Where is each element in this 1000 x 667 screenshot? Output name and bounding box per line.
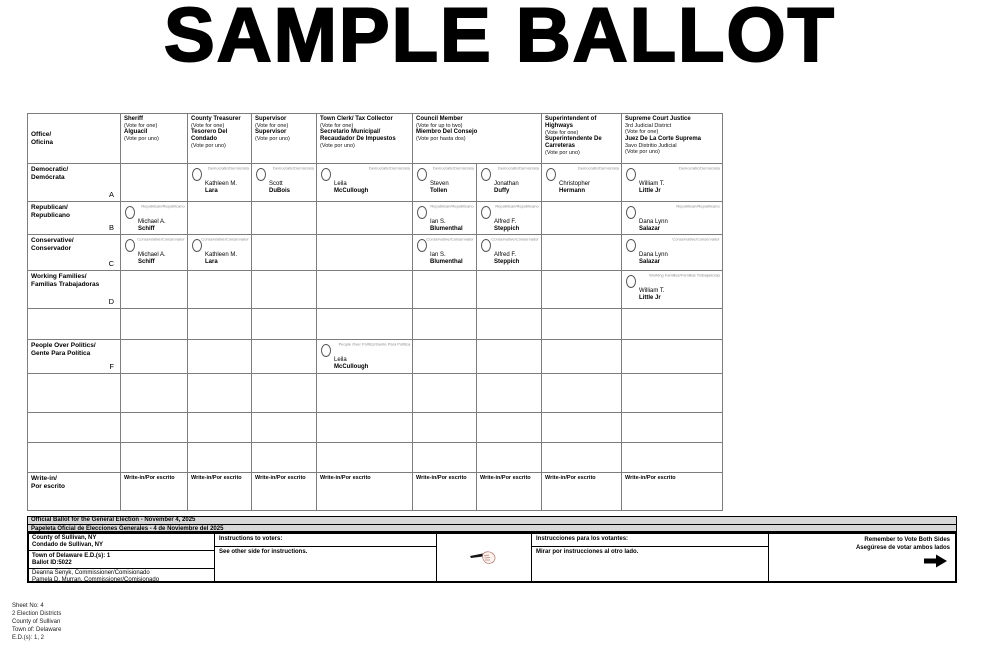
candidate-cell [252, 340, 317, 374]
party-label-cell-b [28, 202, 121, 235]
candidate-cell [542, 340, 622, 374]
candidate-cell [477, 340, 542, 374]
vote-oval[interactable] [481, 206, 491, 219]
party-label-cell-c [28, 235, 121, 271]
candidate-cell [317, 271, 413, 309]
candidate-first-name: Ian S. [430, 219, 446, 225]
ballot-info-box [27, 532, 957, 583]
ballot-row [28, 473, 723, 511]
office-header-supreme-court-justice [622, 114, 723, 164]
party-name-line: Familias Trabajadoras [31, 280, 100, 288]
candidate-first-name: Jonathan [494, 181, 519, 187]
candidate-cell [252, 443, 317, 473]
candidate-cell [622, 271, 723, 309]
office-header-line: Supervisor [255, 129, 287, 136]
candidate-cell [121, 202, 188, 235]
office-corner-line: Oficina [31, 138, 54, 146]
candidate-cell [477, 164, 542, 202]
write-in-cell[interactable] [252, 473, 317, 511]
candidate-cell [252, 235, 317, 271]
candidate-cell [121, 309, 188, 340]
candidate-cell [477, 271, 542, 309]
candidate-first-name: Michael A. [138, 219, 166, 225]
vote-oval[interactable] [125, 239, 135, 252]
office-header-line: (Vote por hasta dos) [416, 136, 466, 143]
candidate-cell [542, 309, 622, 340]
candidate-cell [477, 413, 542, 443]
office-corner-cell [28, 114, 121, 164]
commissioner-2: Pamela D. Murran, Commissioner/Comisionado [32, 577, 160, 584]
candidate-cell [317, 443, 413, 473]
candidate-last-name: Tollen [430, 188, 448, 195]
candidate-cell [477, 309, 542, 340]
candidate-first-name: Christopher [559, 181, 591, 187]
party-oval-label: Conservative/Conservador [137, 237, 185, 242]
party-oval-label: Republican/Republicano [141, 204, 185, 209]
write-in-cell-label: Write-in/Por escrito [545, 475, 596, 481]
candidate-cell [477, 202, 542, 235]
candidate-last-name: Lara [205, 188, 218, 195]
party-oval-label: Democratic/Demócrata [369, 166, 410, 171]
vote-oval[interactable] [626, 168, 636, 181]
county-block [29, 534, 214, 551]
party-oval-label: Democratic/Demócrata [208, 166, 249, 171]
candidate-first-name: Scott [269, 181, 283, 187]
ballot-row [28, 271, 723, 309]
candidate-last-name: Blumenthal [430, 226, 463, 233]
candidate-first-name: Alfred F. [494, 219, 517, 225]
office-header-line: (Vote for one) [124, 122, 158, 129]
party-oval-label: Conservative/Conservador [672, 237, 720, 242]
write-in-cell[interactable] [188, 473, 252, 511]
ballot-row [28, 374, 723, 413]
office-header-line: County Treasurer [191, 116, 241, 122]
ballot-row [28, 235, 723, 271]
write-in-cell[interactable] [317, 473, 413, 511]
reminder-line-es: Asegúrese de votar ambos lados [855, 544, 950, 551]
office-header-sheriff [121, 114, 188, 164]
candidate-cell [188, 340, 252, 374]
row-letter: D [108, 297, 114, 306]
candidate-name [138, 219, 166, 233]
office-header-superintendent-of-highways [542, 114, 622, 164]
office-header-line: Sheriff [124, 116, 144, 122]
candidate-last-name: Schiff [138, 259, 155, 266]
candidate-cell [413, 443, 477, 473]
candidate-cell [413, 413, 477, 443]
candidate-first-name: Steven [430, 181, 449, 187]
candidate-last-name: DuBois [269, 188, 290, 195]
official-ballot-line-es: Papeleta Oficial de Elecciones Generales - 4 de Noviembre del 2025 [31, 526, 224, 532]
candidate-cell [188, 164, 252, 202]
party-name-line: Demócrata [31, 173, 65, 181]
office-header-line: Supreme Court Justice [625, 116, 691, 122]
candidate-cell [188, 202, 252, 235]
candidate-name [494, 181, 519, 195]
county-name-es: Condado de Sullivan, NY [32, 542, 104, 549]
vote-oval[interactable] [626, 206, 636, 219]
party-oval-label: Democratic/Demócrata [433, 166, 474, 171]
party-oval-label: Democratic/Demócrata [679, 166, 720, 171]
party-oval-label: People Over Politics/Gente Para Politica [338, 342, 410, 347]
ballot-row [28, 164, 723, 202]
vote-oval[interactable] [626, 275, 636, 288]
candidate-last-name: Schiff [138, 226, 155, 233]
office-header-town-clerk-tax-collector [317, 114, 413, 164]
write-in-cell-label: Write-in/Por escrito [191, 475, 242, 481]
write-in-label-line: Write-in/ [31, 475, 57, 482]
jurisdiction-info-cell [29, 534, 215, 584]
candidate-cell [542, 374, 622, 413]
party-oval-label: Democratic/Demócrata [498, 166, 539, 171]
write-in-cell-label: Write-in/Por escrito [480, 475, 531, 481]
sheet-info [12, 602, 61, 642]
party-oval-label: Conservative/Conservador [201, 237, 249, 242]
candidate-cell [477, 374, 542, 413]
candidate-last-name: Duffy [494, 188, 510, 195]
ballot-row [28, 340, 723, 374]
party-oval-label: Republican/Republicano [430, 204, 474, 209]
candidate-name [430, 252, 463, 266]
candidate-cell [622, 413, 723, 443]
office-header-line: (Vote por uno) [255, 136, 290, 143]
vote-oval[interactable] [481, 239, 491, 252]
ballot-row [28, 202, 723, 235]
candidate-first-name: Dana Lynn [639, 252, 668, 258]
office-header-county-treasurer [188, 114, 252, 164]
party-label-cell-d [28, 271, 121, 309]
hand-with-pen-icon [469, 550, 499, 566]
candidate-cell [121, 164, 188, 202]
candidate-cell [542, 235, 622, 271]
candidate-cell [413, 235, 477, 271]
candidate-cell [188, 235, 252, 271]
candidate-name [639, 252, 668, 266]
reminder-line-en: Remember to Vote Both Sides [864, 537, 950, 543]
candidate-cell [622, 164, 723, 202]
party-name-line: Republicano [31, 211, 71, 219]
office-header-line: Secretario Municipal/ Recaudador De Impuestos [320, 129, 396, 143]
office-header-line: Council Member [416, 116, 463, 122]
office-header-line: 3avo Distritio Judicial [625, 142, 677, 149]
office-header-line: (Vote for one) [545, 129, 579, 136]
instructions-es-body: Mirar por instrucciones al otro lado. [536, 549, 639, 555]
candidate-first-name: Leila [334, 357, 347, 363]
write-in-cell[interactable] [622, 473, 723, 511]
candidate-cell [121, 271, 188, 309]
town-ed: Town of Delaware E.D.(s): 1 [32, 553, 111, 559]
write-in-cell[interactable] [413, 473, 477, 511]
office-header-line: (Vote for one) [255, 122, 289, 129]
candidate-name [494, 219, 519, 233]
write-in-cell-label: Write-in/Por escrito [320, 475, 371, 481]
office-header-line: Miembro Del Consejo [416, 129, 478, 136]
candidate-first-name: Ian S. [430, 252, 446, 258]
candidate-cell [188, 374, 252, 413]
office-header-line: Tesorero Del Condado [191, 129, 228, 143]
office-header-line: (Vote for one) [191, 122, 225, 129]
candidate-name [430, 219, 463, 233]
candidate-cell [622, 202, 723, 235]
vote-oval[interactable] [417, 206, 427, 219]
candidate-first-name: Michael A. [138, 252, 166, 258]
candidate-cell [317, 235, 413, 271]
candidate-cell [622, 443, 723, 473]
party-name-line: Gente Para Política [31, 349, 91, 357]
party-oval-label: Republican/Republicano [495, 204, 539, 209]
commissioner-1: Deanna Senyk, Commissioner/Comisionado [32, 570, 150, 577]
party-oval-label: Working Families/Familias Trabajadoras [648, 273, 720, 278]
write-in-row-label [28, 473, 121, 511]
party-label-cell [28, 413, 121, 443]
candidate-name [559, 181, 590, 195]
party-oval-label: Conservative/Conservador [491, 237, 539, 242]
candidate-name [269, 181, 290, 195]
ballot-table [27, 113, 723, 511]
right-arrow-icon [924, 554, 948, 568]
candidate-cell [413, 374, 477, 413]
row-letter: A [108, 190, 114, 199]
candidate-first-name: Leila [334, 181, 347, 187]
candidate-cell [413, 309, 477, 340]
party-label-cell [28, 309, 121, 340]
candidate-name [494, 252, 519, 266]
candidate-last-name: Lara [205, 259, 218, 266]
candidate-cell [477, 443, 542, 473]
candidate-first-name: Kathleen M. [205, 181, 238, 187]
office-header-line: (Vote por uno) [625, 149, 660, 156]
office-header-line: (Vote por uno) [320, 143, 355, 150]
candidate-first-name: Dana Lynn [639, 219, 668, 225]
candidate-cell [413, 164, 477, 202]
office-header-line: (Vote por uno) [124, 136, 159, 143]
election-districts: 2 Election Districts [12, 611, 62, 618]
candidate-last-name: Steppich [494, 259, 520, 266]
party-name-line: Republican/ [31, 204, 68, 211]
office-header-line: (Vote for one) [625, 129, 659, 136]
candidate-cell [413, 271, 477, 309]
candidate-first-name: William T. [639, 288, 665, 294]
candidate-cell [188, 271, 252, 309]
candidate-cell [188, 443, 252, 473]
candidate-name [205, 181, 237, 195]
party-oval-label: Democratic/Demócrata [273, 166, 314, 171]
office-header-line: (Vote por uno) [545, 150, 580, 157]
candidate-name [639, 288, 665, 302]
candidate-name [138, 252, 166, 266]
party-name-line: Conservative/ [31, 237, 74, 244]
instructions-en-header: Instructions to voters: [215, 534, 436, 547]
candidate-last-name: Steppich [494, 226, 520, 233]
candidate-name [205, 252, 237, 266]
instructions-en-body: See other side for instructions. [219, 549, 308, 555]
candidate-last-name: McCullough [334, 188, 369, 195]
party-label-cell-f [28, 340, 121, 374]
candidate-name [334, 181, 368, 195]
party-oval-label: Democratic/Demócrata [578, 166, 619, 171]
candidate-cell [121, 374, 188, 413]
vote-oval[interactable] [256, 168, 266, 181]
vote-oval[interactable] [192, 168, 202, 181]
office-header-line: Town Clerk/ Tax Collector [320, 116, 393, 122]
footer-town: Town of: Delaware [12, 627, 62, 634]
candidate-last-name: McCullough [334, 364, 369, 371]
party-name-line: Conservador [31, 244, 72, 252]
write-in-cell-label: Write-in/Por escrito [255, 475, 306, 481]
office-header-line: (Vote for one) [320, 122, 354, 129]
candidate-cell [542, 413, 622, 443]
candidate-cell [622, 309, 723, 340]
candidate-cell [317, 374, 413, 413]
write-in-cell-label: Write-in/Por escrito [625, 475, 676, 481]
office-header-line: (Vote for up to two) [416, 122, 463, 129]
party-label-cell [28, 443, 121, 473]
candidate-last-name: Salazar [639, 226, 661, 233]
ballot-row [28, 443, 723, 473]
candidate-last-name: Salazar [639, 259, 661, 266]
party-name-line: People Over Politics/ [31, 342, 96, 349]
ballot-row [28, 309, 723, 340]
candidate-name [334, 357, 368, 371]
candidate-cell [317, 340, 413, 374]
instructions-es-header: Instrucciones para los votantes: [532, 534, 768, 547]
vote-oval[interactable] [321, 344, 331, 357]
candidate-name [430, 181, 449, 195]
vote-both-sides-cell [769, 534, 955, 581]
vote-oval[interactable] [546, 168, 556, 181]
marking-icon-cell [437, 534, 532, 581]
vote-oval[interactable] [626, 239, 636, 252]
footer-ed: E.D.(s): 1, 2 [12, 635, 45, 642]
candidate-first-name: William T. [639, 181, 665, 187]
candidate-cell [317, 164, 413, 202]
instructions-es-cell [532, 534, 769, 581]
write-in-cell[interactable] [542, 473, 622, 511]
candidate-last-name: Little Jr [639, 295, 661, 302]
office-corner-line: Office/ [31, 130, 52, 138]
candidate-cell [542, 164, 622, 202]
office-header-line: (Vote por uno) [191, 143, 226, 150]
candidate-cell [413, 340, 477, 374]
official-ballot-banner [27, 516, 957, 532]
ballot-id: Ballot ID:5022 [32, 560, 72, 567]
candidate-cell [121, 340, 188, 374]
office-header-line: Supervisor [255, 116, 287, 122]
candidate-cell [252, 164, 317, 202]
footer-county: County of Sullivan [12, 619, 61, 626]
office-header-line: 3rd Judicial District [625, 122, 672, 129]
party-oval-label: Republican/Republicano [676, 204, 720, 209]
candidate-last-name: Hermann [559, 188, 586, 195]
candidate-cell [317, 202, 413, 235]
office-header-line: Juez De La Corte Suprema [625, 135, 702, 142]
candidate-cell [252, 309, 317, 340]
candidate-cell [188, 309, 252, 340]
write-in-cell[interactable] [477, 473, 542, 511]
ballot-row [28, 413, 723, 443]
party-oval-label: Conservative/Conservador [426, 237, 474, 242]
vote-oval[interactable] [417, 168, 427, 181]
candidate-cell [622, 374, 723, 413]
candidate-cell [317, 413, 413, 443]
write-in-cell[interactable] [121, 473, 188, 511]
candidate-cell [622, 235, 723, 271]
party-label-cell [28, 374, 121, 413]
candidate-first-name: Alfred F. [494, 252, 517, 258]
candidate-cell [252, 271, 317, 309]
office-header-line: Superintendent of Highways [545, 116, 597, 129]
candidate-name [639, 219, 668, 233]
candidate-cell [252, 202, 317, 235]
official-ballot-line-en: Official Ballot for the General Election - November 4, 2025 [28, 517, 956, 525]
candidate-cell [252, 374, 317, 413]
office-header-supervisor [252, 114, 317, 164]
office-header-line: Superintendente De Carreteras [545, 136, 602, 150]
page-title: SAMPLE BALLOT [164, 0, 836, 78]
commissioners-block [29, 569, 214, 585]
candidate-cell [413, 202, 477, 235]
vote-oval[interactable] [321, 168, 331, 181]
county-name-en: County of Sullivan, NY [32, 535, 97, 541]
write-in-cell-label: Write-in/Por escrito [124, 475, 175, 481]
candidate-cell [317, 309, 413, 340]
candidate-cell [188, 413, 252, 443]
party-name-line: Democratic/ [31, 166, 69, 173]
write-in-cell-label: Write-in/Por escrito [416, 475, 467, 481]
candidate-cell [477, 235, 542, 271]
candidate-cell [542, 202, 622, 235]
candidate-name [639, 181, 665, 195]
candidate-cell [542, 271, 622, 309]
row-letter: B [108, 223, 114, 232]
ballot-row [28, 114, 723, 164]
candidate-cell [622, 340, 723, 374]
candidate-first-name: Kathleen M. [205, 252, 238, 258]
row-letter: C [108, 259, 114, 268]
candidate-cell [252, 413, 317, 443]
town-block [29, 551, 214, 569]
office-header-line: Alguacil [124, 129, 148, 136]
office-header-council-member [413, 114, 542, 164]
instructions-en-cell [215, 534, 437, 581]
row-letter: F [109, 362, 114, 371]
candidate-cell [121, 443, 188, 473]
candidate-last-name: Blumenthal [430, 259, 463, 266]
candidate-cell [121, 235, 188, 271]
write-in-label-line: Por escrito [31, 482, 65, 490]
vote-oval[interactable] [125, 206, 135, 219]
vote-oval[interactable] [481, 168, 491, 181]
candidate-cell [121, 413, 188, 443]
candidate-cell [542, 443, 622, 473]
party-name-line: Working Families/ [31, 273, 87, 280]
candidate-last-name: Little Jr [639, 188, 661, 195]
sheet-number: Sheet No: 4 [12, 603, 44, 609]
party-label-cell-a [28, 164, 121, 202]
